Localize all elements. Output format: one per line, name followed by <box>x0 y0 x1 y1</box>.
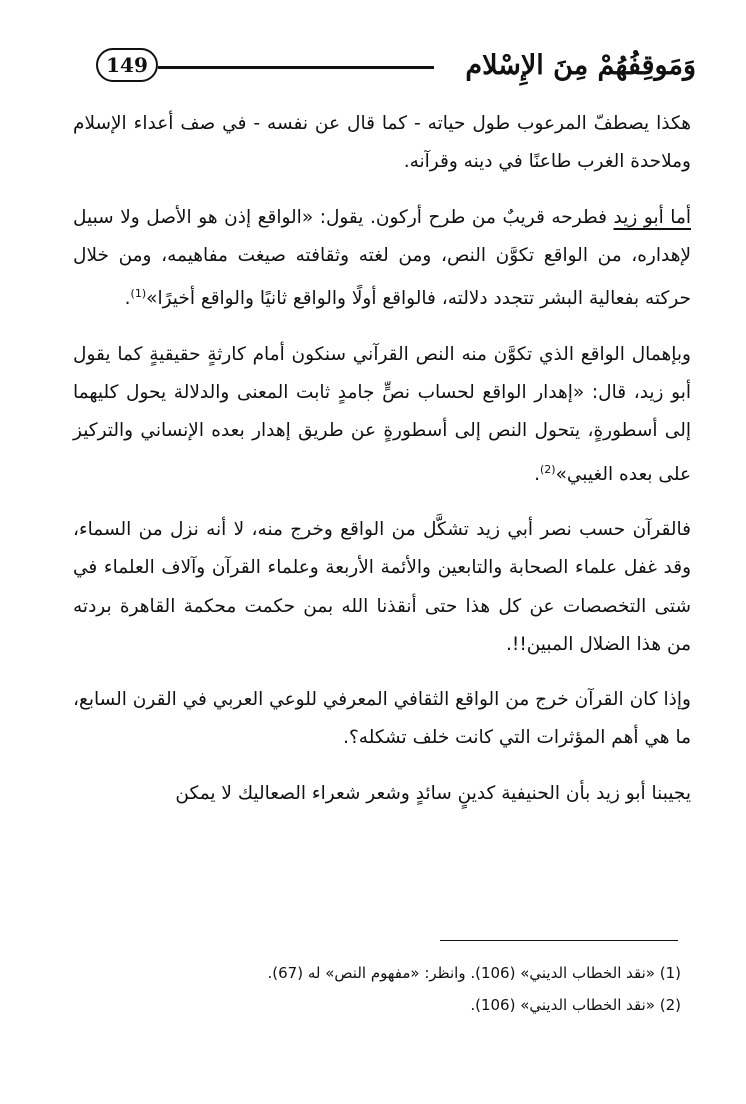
header-rule <box>158 66 434 69</box>
paragraph-end: . <box>124 288 131 310</box>
page-header <box>96 46 696 88</box>
paragraph-4 <box>73 511 691 664</box>
footnote-2: (2) «نقد الخطاب الديني» (106). <box>470 996 681 1014</box>
footnote-ref[interactable]: (1) <box>130 287 147 301</box>
paragraph-2 <box>73 199 691 319</box>
paragraph-5 <box>73 681 691 758</box>
underlined-name: أما أبو زيد <box>613 206 691 228</box>
paragraph-1 <box>73 105 691 182</box>
paragraph-text: فالقرآن حسب نصر أبي زيد تشكَّل من الواقع وخرج منه، لا أنه نزل من السماء، وقد غفل علماء الصحابة والتابعين والأئمة الأربعة وعلماء القرآن وآلاف العلماء في شتى التخصصات عن كل هذا حتى أنقذنا الله بمن حكمت محكمة القاهرة بردته من هذا الضلال المبين!!. <box>73 518 691 655</box>
book-title: وَمَوقِفُهُمْ مِنَ الإِسْلام <box>465 50 696 81</box>
paragraph-text: وبإهمال الواقع الذي تكوَّن منه النص القرآني سنكون أمام كارثةٍ حقيقيةٍ كما يقول أبو زيد، قال: «إهدار الواقع لحساب نصٍّ جامدٍ ثابت المعنى والدلالة يحول كليهما إلى أسطورةٍ، يتحول النص إلى أسطورةٍ عن طريق إهدار بعده الإنساني والتركيز على بعده الغيبي» <box>73 343 691 485</box>
main-text <box>73 105 691 813</box>
footnote-1: (1) «نقد الخطاب الديني» (106). وانظر: «مفهوم النص» له (67). <box>267 964 681 982</box>
paragraph-3 <box>73 336 691 494</box>
page-number-badge: 149 <box>96 48 158 82</box>
footnote-divider <box>440 940 678 941</box>
footnote-ref[interactable]: (2) <box>539 462 556 476</box>
paragraph-text: هكذا يصطفّ المرعوب طول حياته - كما قال عن نفسه - في صف أعداء الإسلام وملاحدة الغرب طاعنًا في دينه وقرآنه. <box>73 113 691 173</box>
paragraph-text: وإذا كان القرآن خرج من الواقع الثقافي المعرفي للوعي العربي في القرن السابع، ما هي أهم المؤثرات التي كانت خلف تشكله؟. <box>73 689 691 749</box>
paragraph-6 <box>73 775 691 813</box>
paragraph-end: . <box>534 463 540 485</box>
footnotes <box>73 957 681 1021</box>
paragraph-text: يجيبنا أبو زيد بأن الحنيفية كدينٍ سائدٍ وشعر شعراء الصعاليك لا يمكن <box>175 782 691 804</box>
paragraph-text: فطرحه قريبٌ من طرح أركون. يقول: «الواقع إذن هو الأصل ولا سبيل لإهداره، من الواقع تكوَّن النص، ومن لغته وثقافته صيغت مفاهيمه، ومن خلال حركته بفعالية البشر تتجدد دلالته، فالواقع أولًا والواقع ثانيًا والواقع أخيرًا» <box>73 206 691 310</box>
